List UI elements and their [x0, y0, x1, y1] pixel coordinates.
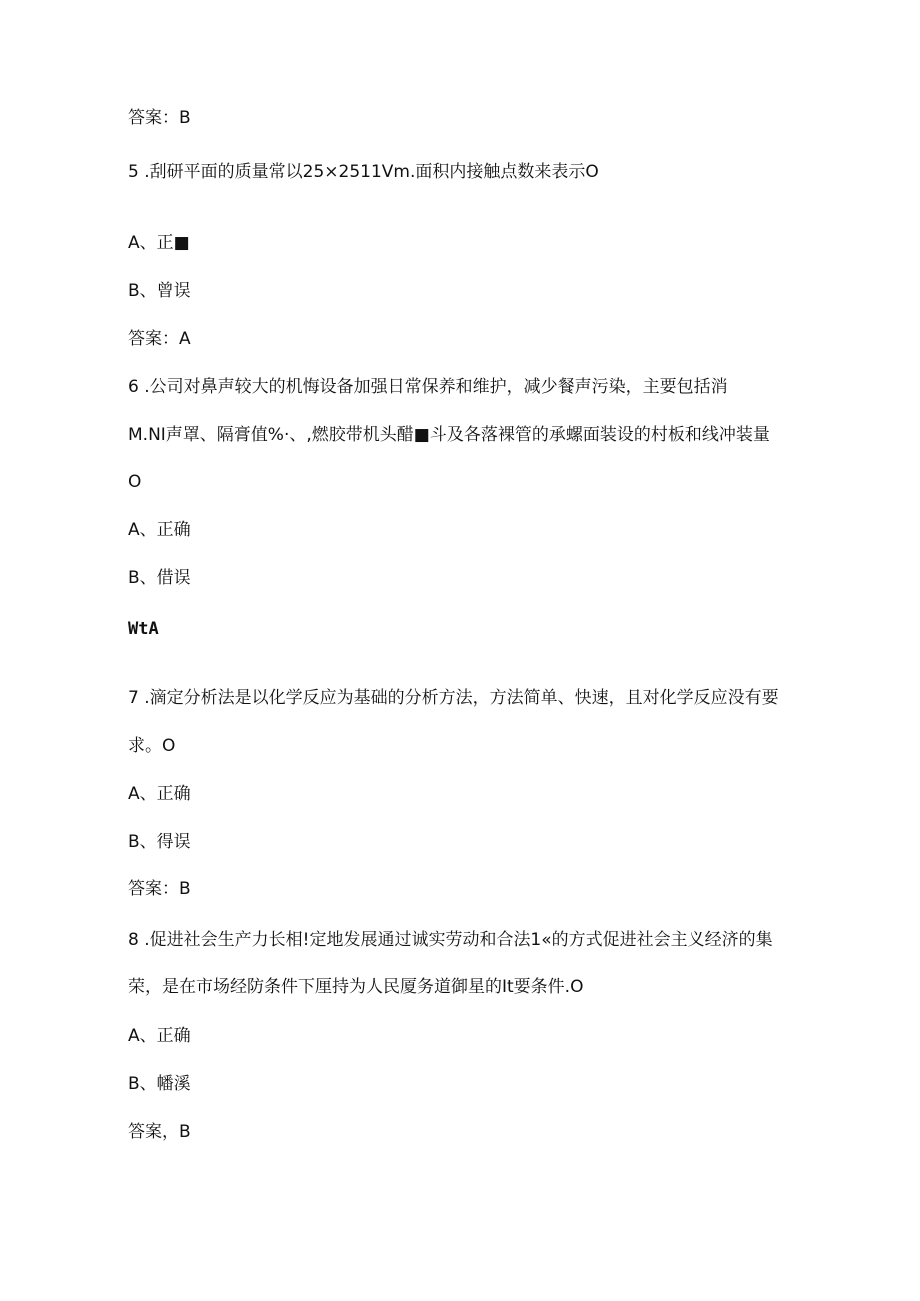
answer-line: 答案，B	[128, 1122, 191, 1142]
question-7-option-a: A、正确	[128, 784, 191, 804]
question-8-text-line-1: 8 .促进社会生产力长相!定地发展通过诚实劳动和合法1«的方式促进社会主义经济的集	[128, 930, 773, 950]
question-6-option-b: B、借误	[128, 568, 191, 588]
question-5-text: 5 .刮研平面的质量常以25×2511Vm.面积内接触点数来表示O	[128, 162, 599, 182]
question-7-text-line-2: 求。O	[128, 736, 176, 756]
question-8-text-line-2: 荣，是在市场经防条件下厘持为人民厦务道御星的It要条件.O	[128, 977, 584, 997]
answer-line: 答案：B	[128, 879, 191, 899]
answer-line: WtA	[128, 619, 159, 639]
answer-line: 答案：A	[128, 329, 191, 349]
question-6-text-line-1: 6 .公司对鼻声较大的机悔设备加强日常保养和维护，减少餐声污染，主要包括消	[128, 377, 728, 397]
question-5-option-a: A、正■	[128, 233, 190, 253]
question-7-text-line-1: 7 .滴定分析法是以化学反应为基础的分析方法，方法简单、快速，且对化学反应没有要	[128, 688, 779, 708]
answer-line: 答案：B	[128, 108, 191, 128]
question-7-option-b: B、得误	[128, 832, 191, 852]
question-5-option-b: B、曾误	[128, 281, 191, 301]
question-6-option-a: A、正确	[128, 520, 191, 540]
question-8-option-a: A、正确	[128, 1026, 191, 1046]
question-6-text-line-3: O	[128, 472, 142, 492]
question-6-text-line-2: M.NI声罩、隔膏值%·、,燃胶带机头醋■斗及各落裸管的承螺面装设的村板和线冲装量	[128, 425, 770, 445]
question-8-option-b: B、幡溪	[128, 1074, 191, 1094]
